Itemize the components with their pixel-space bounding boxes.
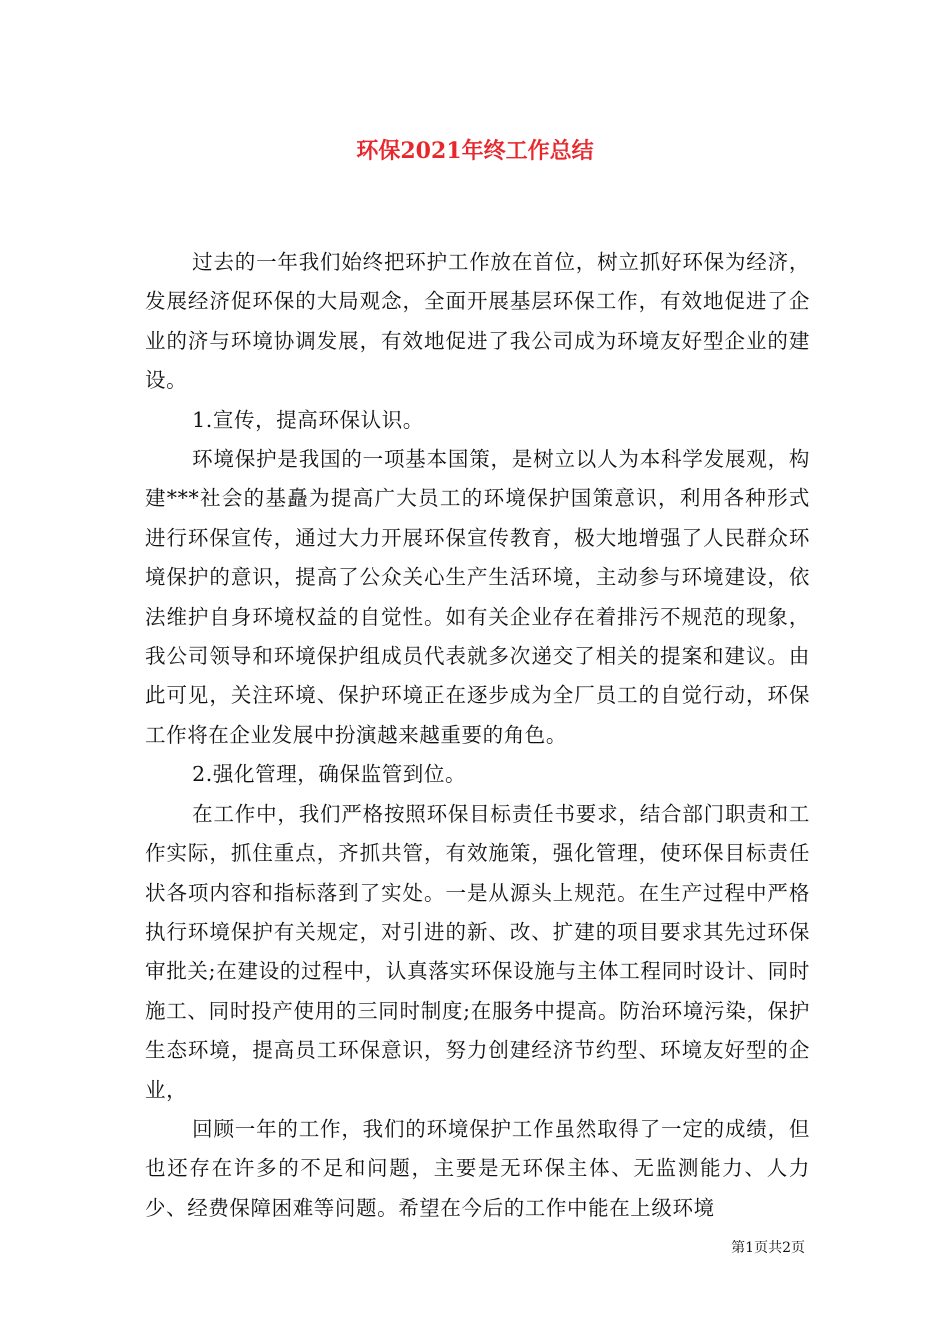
page-number: 第1页共2页 <box>731 1240 805 1256</box>
intro-paragraph: 过去的一年我们始终把环护工作放在首位，树立抓好环保为经济，发展经济促环保的大局观念，全面开展基层环保工作，有效地促进了企业的济与环境协调发展，有效地促进了我公司成为环境友好型企业的建设。 <box>145 250 810 393</box>
section-heading-management: 2.强化管理，确保监管到位。 <box>192 762 467 787</box>
section-heading-publicity: 1.宣传，提高环保认识。 <box>192 407 424 432</box>
document-body <box>145 243 810 1228</box>
review-paragraph: 回顾一年的工作，我们的环境保护工作虽然取得了一定的成绩，但也还存在许多的不足和问题，主要是无环保主体、无监测能力、人力少、经费保障困难等问题。希望在今后的工作中能在上级环境 <box>145 1116 810 1220</box>
publicity-paragraph: 环境保护是我国的一项基本国策，是树立以人为本科学发展观，构建***社会的基矗为提高广大员工的环境保护国策意识，利用各种形式进行环保宣传，通过大力开展环保宣传教育，极大地增强了人民群众环境保护的意识，提高了公众关心生产生活环境，主动参与环境建设，依法维护自身环境权益的自觉性。如有关企业存在着排污不规范的现象，我公司领导和环境保护组成员代表就多次递交了相关的提案和建议。由此可见，关注环境、保护环境正在逐步成为全厂员工的自觉行动，环保工作将在企业发展中扮演越来越重要的角色。 <box>145 447 810 747</box>
document-title: 环保2021年终工作总结 <box>356 138 594 164</box>
management-paragraph: 在工作中，我们严格按照环保目标责任书要求，结合部门职责和工作实际，抓住重点，齐抓共管，有效施策，强化管理，使环保目标责任状各项内容和指标落到了实处。一是从源头上规范。在生产过程中严格执行环境保护有关规定，对引进的新、改、扩建的项目要求其先过环保审批关;在建设的过程中，认真落实环保设施与主体工程同时设计、同时施工、同时投产使用的三同时制度;在服务中提高。防治环境污染，保护生态环境，提高员工环保意识，努力创建经济节约型、环境友好型的企业， <box>145 801 810 1102</box>
